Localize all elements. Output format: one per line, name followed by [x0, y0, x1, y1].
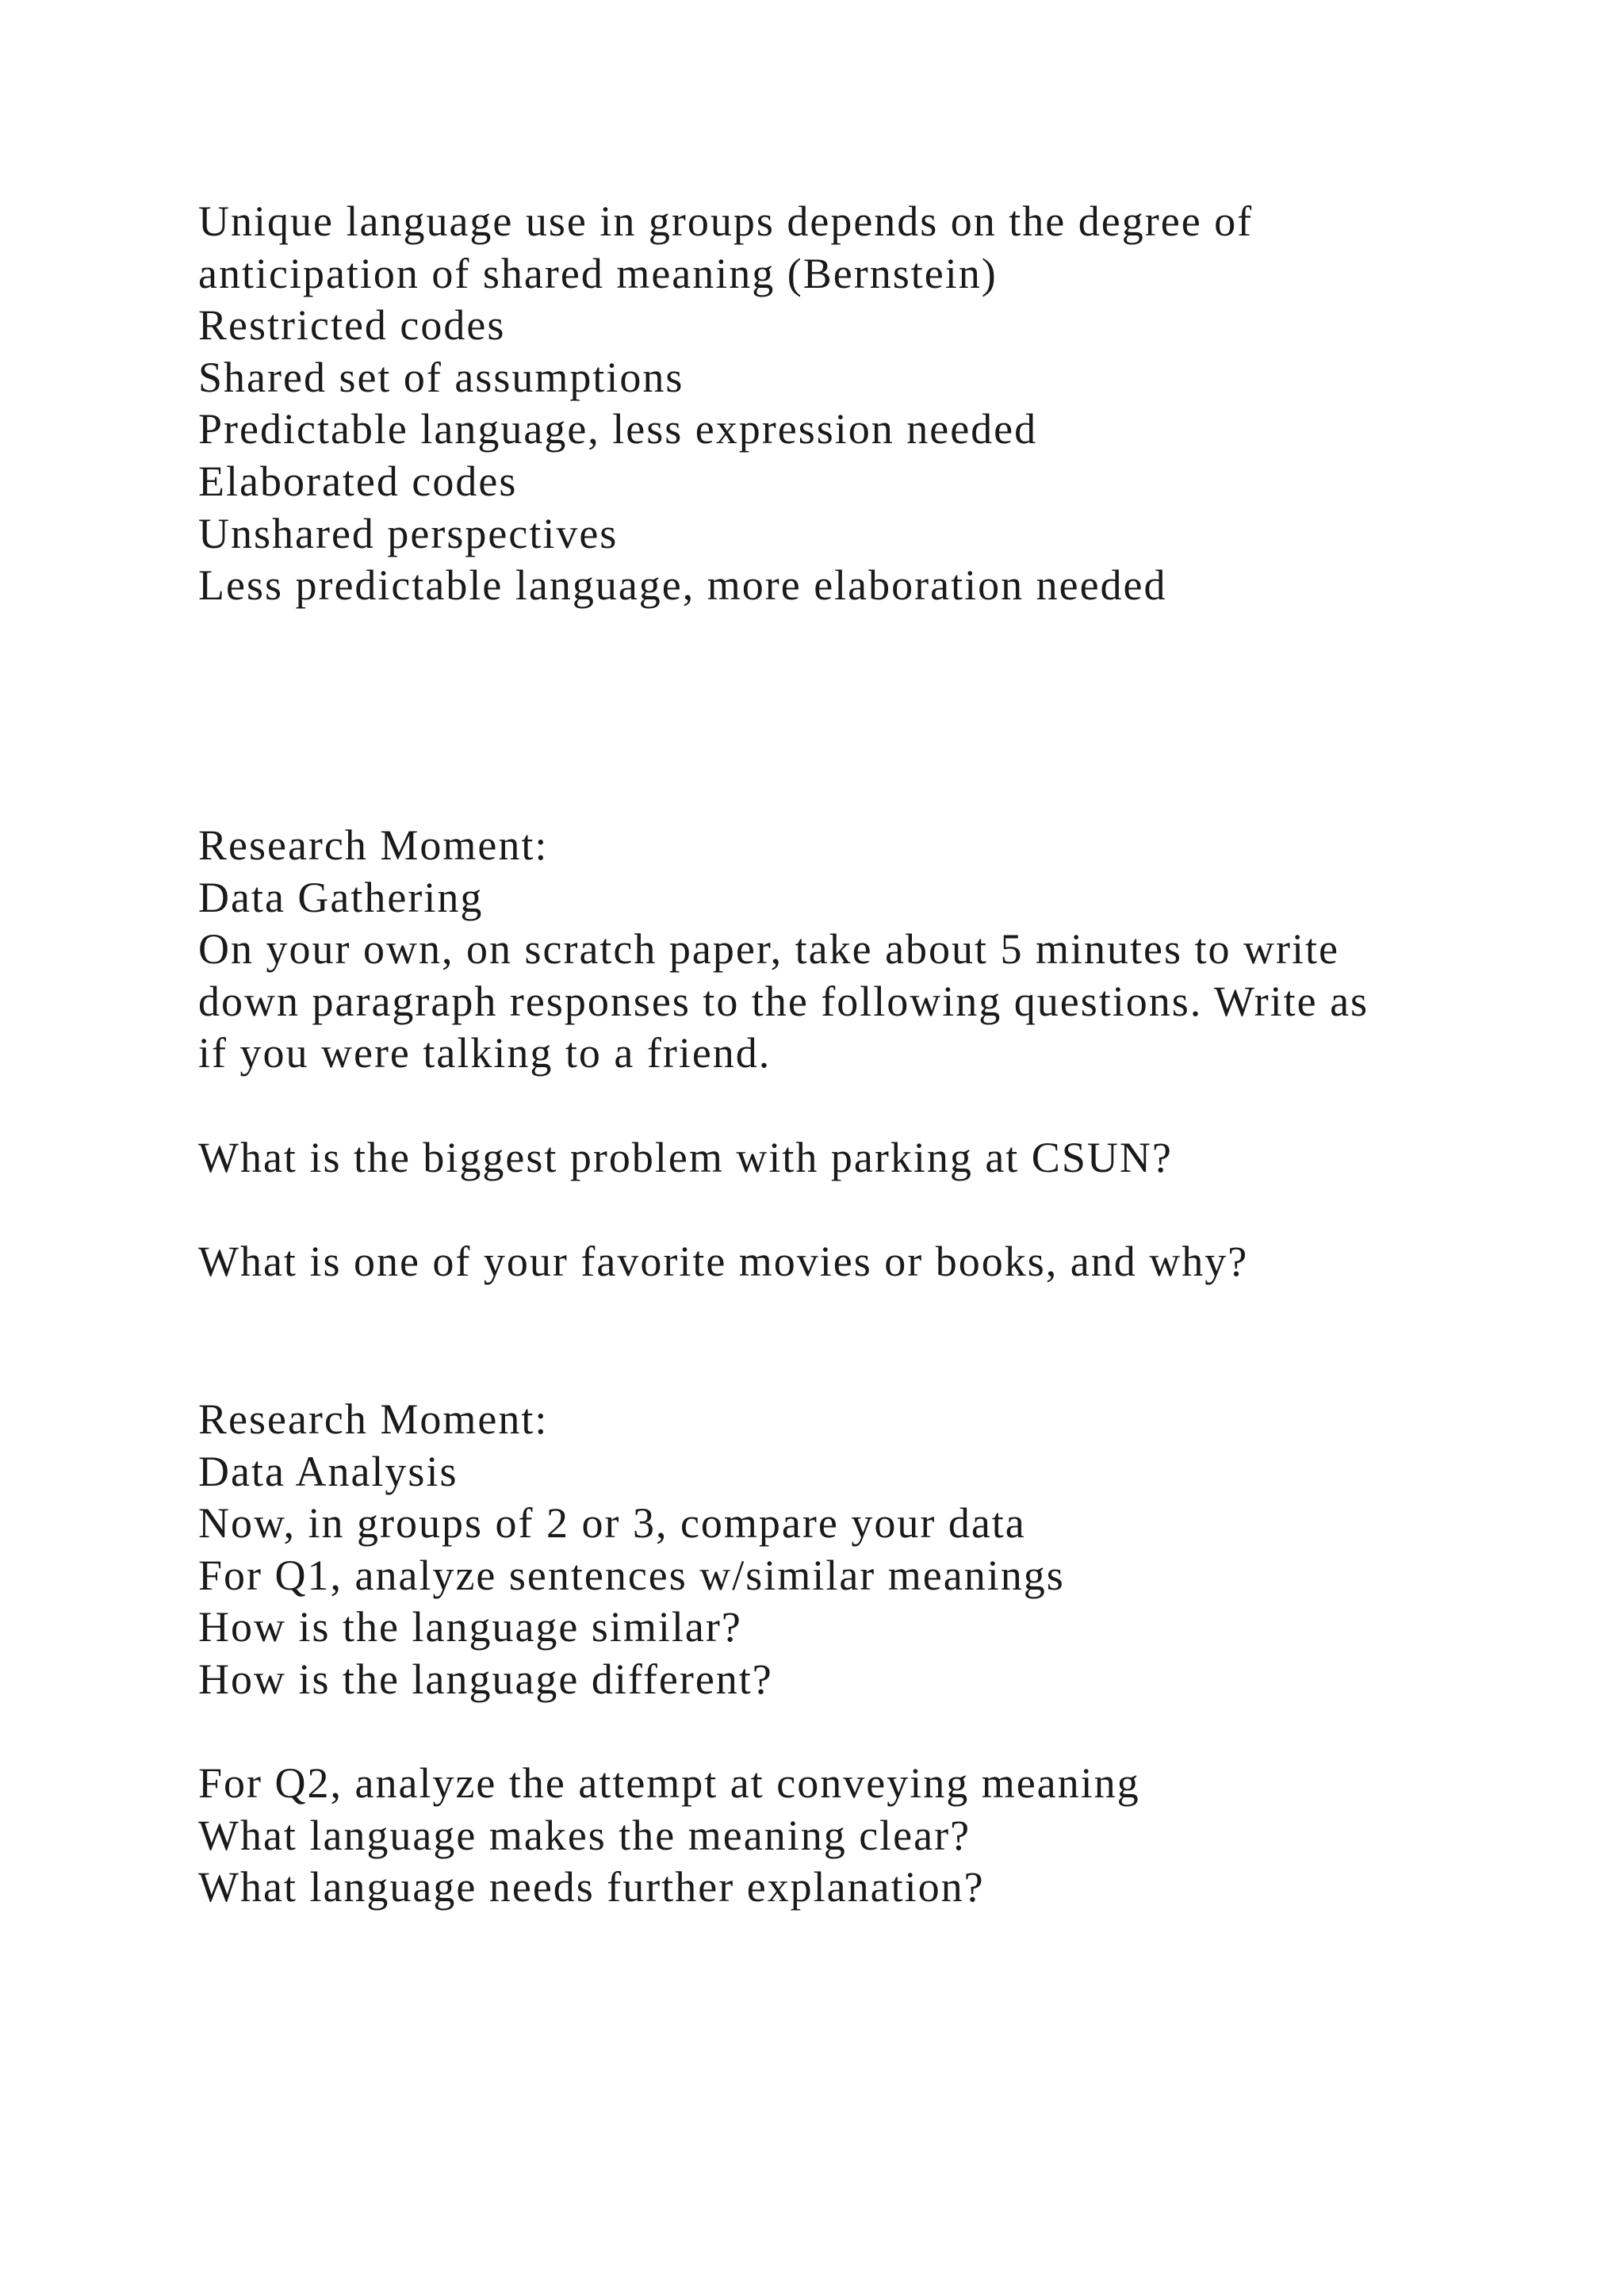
- codes-section: [198, 196, 1467, 612]
- section-heading: Research Moment:: [198, 1395, 549, 1443]
- blank-line: [198, 1706, 1467, 1758]
- text-line: anticipation of shared meaning (Bernstein): [198, 249, 998, 297]
- text-line: Unshared perspectives: [198, 509, 619, 557]
- analysis-line: For Q2, analyze the attempt at conveying meaning: [198, 1759, 1140, 1808]
- data-analysis-section: [198, 1394, 1467, 1914]
- text-line: Unique language use in groups depends on the degree of: [198, 197, 1254, 245]
- analysis-line: How is the language similar?: [198, 1603, 742, 1651]
- section-subheading: Data Gathering: [198, 873, 484, 921]
- section-heading: Research Moment:: [198, 821, 549, 869]
- analysis-line: What language needs further explanation?: [198, 1863, 985, 1911]
- question-1: What is the biggest problem with parking at CSUN?: [198, 1133, 1173, 1181]
- instruction-line: On your own, on scratch paper, take about 5 minutes to write: [198, 925, 1339, 974]
- section-subheading: Data Analysis: [198, 1447, 458, 1495]
- question-2: What is one of your favorite movies or books, and why?: [198, 1237, 1249, 1285]
- analysis-line: What language makes the meaning clear?: [198, 1811, 971, 1859]
- instruction-line: down paragraph responses to the following questions. Write as: [198, 977, 1369, 1025]
- analysis-line: For Q1, analyze sentences w/similar meanings: [198, 1551, 1065, 1599]
- analysis-line: Now, in groups of 2 or 3, compare your data: [198, 1499, 1026, 1548]
- text-line: Elaborated codes: [198, 457, 518, 505]
- text-line: Less predictable language, more elaboration needed: [198, 561, 1167, 610]
- text-line: Restricted codes: [198, 301, 506, 350]
- text-line: Shared set of assumptions: [198, 353, 684, 401]
- instruction-line: if you were talking to a friend.: [198, 1029, 772, 1077]
- blank-line: [198, 1080, 1467, 1132]
- analysis-line: How is the language different?: [198, 1655, 773, 1703]
- blank-line: [198, 1184, 1467, 1236]
- data-gathering-section: [198, 820, 1467, 1288]
- text-line: Predictable language, less expression needed: [198, 405, 1038, 453]
